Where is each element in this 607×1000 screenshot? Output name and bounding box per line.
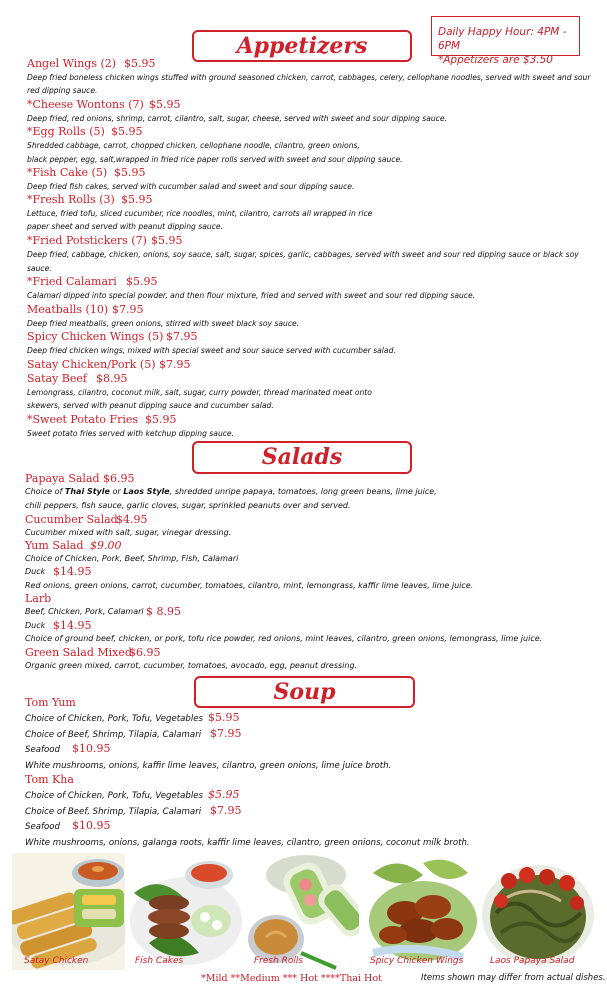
appetizer-price: $5.95 (151, 234, 183, 247)
salad-desc: Choice of ground beef, chicken, or pork, tofu rice powder, red onions, mint leaves, cilantro, green onions, lemongrass, lime juice. (25, 634, 543, 643)
spice-level-legend: *Mild **Medium *** Hot ****Thai Hot (201, 973, 382, 984)
salad-desc: Organic green mixed, carrot, cucumber, tomatoes, avocado, egg, peanut dressing. (25, 661, 358, 670)
appetizer-price: $7.95 (112, 303, 144, 316)
appetizer-name: Satay Beef (27, 372, 87, 385)
soup-option: Choice of Beef, Shrimp, Tilapia, Calamari (25, 807, 202, 817)
appetizer-price: $5.95 (114, 166, 146, 179)
happy-hour-box (431, 16, 580, 66)
disclaimer: Items shown may differ from actual dishes. (421, 973, 606, 983)
soup-option-price: $7.95 (210, 804, 242, 817)
salad-duck-price: $14.95 (53, 619, 92, 632)
appetizer-desc: Lemongrass, cilantro, coconut milk, salt, sugar, curry powder, thread marinated meat onto (27, 388, 372, 397)
appetizer-desc: Shredded cabbage, carrot, chopped chicken, cellophane noodle, cilantro, green onions, (27, 141, 360, 150)
photo-fresh-rolls (246, 853, 359, 970)
photo-fish-cakes (129, 853, 242, 970)
appetizer-price: $5.95 (121, 193, 153, 206)
appetizer-desc: Deep fried chicken wings, mixed with special sweet and sour sauce served with cucumber salad. (27, 346, 396, 355)
appetizer-price: $5.95 (149, 98, 181, 111)
spicy-chicken-wings-image (363, 853, 477, 970)
soup-option-price: $5.95 (208, 711, 240, 724)
soup-desc: White mushrooms, onions, galanga roots, kaffir lime leaves, cilantro, green onions, coconut milk broth. (25, 838, 470, 848)
soup-name: Tom Kha (25, 773, 74, 786)
salad-desc: Cucumber mixed with salt, sugar, vinegar dressing. (25, 528, 232, 537)
soup-option: Seafood (25, 822, 61, 832)
appetizer-desc: skewers, served with peanut dipping sauce and cucumber salad. (27, 401, 274, 410)
appetizer-price: $7.95 (166, 330, 198, 343)
salads-title: Salads (192, 441, 412, 474)
soup-name: Tom Yum (25, 696, 76, 709)
appetizer-name: *Sweet Potato Fries (27, 413, 139, 426)
salad-duck-price: $14.95 (53, 565, 92, 578)
salad-duck: Duck (25, 567, 46, 576)
appetizer-desc: sauce. (27, 264, 52, 273)
appetizer-desc: Sweet potato fries served with ketchup dipping sauce. (27, 429, 235, 438)
photo-spicy-chicken-wings (363, 853, 477, 970)
soup-desc: White mushrooms, onions, kaffir lime leaves, cilantro, green onions, lime juice broth. (25, 761, 392, 771)
appetizer-price: $5.95 (126, 275, 158, 288)
salad-price: $4.95 (116, 513, 148, 526)
soup-option-price: $10.95 (72, 742, 111, 755)
appetizer-desc: Deep fried fish cakes, served with cucumber salad and sweet and sour dipping sauce. (27, 182, 355, 191)
appetizer-name: Meatballs (10) (27, 303, 109, 316)
photo-caption: Spicy Chicken Wings (370, 956, 464, 966)
happy-hour-line1: Daily Happy Hour: 4PM - 6PM (438, 26, 567, 52)
soup-option: Choice of Beef, Shrimp, Tilapia, Calamari (25, 730, 202, 740)
salad-name: Green Salad Mixed (25, 646, 132, 659)
appetizer-desc: Deep fried boneless chicken wings stuffed with ground seasoned chicken, carrot, cabbages, celery, cellophane noodles, served with sweet and sour (27, 73, 591, 82)
salad-desc: Red onions, green onions, carrot, cucumber, tomatoes, cilantro, mint, lemongrass, kaffir lime leaves, lime juice. (25, 581, 474, 590)
salad-name: Yum Salad (25, 539, 84, 552)
appetizer-desc: Lettuce, fried tofu, sliced cucumber, rice noodles, mint, cilantro, carrots all wrapped in rice (27, 209, 373, 218)
salad-desc: Choice of Thai Style or Laos Style, shredded unripe papaya, tomatoes, long green beans, lime juice, (25, 487, 437, 496)
salad-choice: Choice of Chicken, Pork, Beef, Shrimp, Fish, Calamari (25, 554, 239, 563)
soup-option-price: $10.95 (72, 819, 111, 832)
photo-caption: Fish Cakes (135, 956, 184, 966)
salad-name: Cucumber Salad (25, 513, 118, 526)
appetizer-desc: Deep fried, red onions, shrimp, carrot, cilantro, salt, sugar, cheese, served with sweet and sour dipping sauce. (27, 114, 447, 123)
appetizer-name: *Fried Calamari (27, 275, 117, 288)
salad-choice: Beef, Chicken, Pork, Calamari (25, 607, 144, 616)
salad-name: Papaya Salad (25, 472, 100, 485)
laos-style-label: Laos Style (123, 487, 170, 496)
appetizer-desc: paper sheet and served with peanut dipping sauce. (27, 222, 223, 231)
appetizer-name: *Fresh Rolls (3) (27, 193, 115, 206)
photo-laos-papaya-salad (481, 853, 595, 970)
appetizer-price: $7.95 (159, 358, 191, 371)
salad-price: $6.95 (129, 646, 161, 659)
photo-caption: Laos Papaya Salad (490, 956, 575, 966)
appetizer-price: $5.95 (145, 413, 177, 426)
appetizer-desc: black pepper, egg, salt,wrapped in fried rice paper rolls served with sweet and sour dipping sauce. (27, 155, 403, 164)
soup-option: Choice of Chicken, Pork, Tofu, Vegetables (25, 714, 204, 724)
appetizer-desc: red dipping sauce. (27, 86, 98, 95)
salad-choice-price: $ 8.95 (146, 605, 181, 618)
salad-duck: Duck (25, 621, 46, 630)
fish-cakes-image (129, 853, 242, 970)
appetizer-price: $8.95 (96, 372, 128, 385)
appetizer-name: *Fish Cake (5) (27, 166, 108, 179)
appetizer-name: *Cheese Wontons (7) (27, 98, 144, 111)
fresh-rolls-image (246, 853, 359, 970)
appetizer-name: *Fried Potstickers (7) (27, 234, 147, 247)
satay-chicken-image (12, 853, 125, 970)
happy-hour-line2: *Appetizers are $3.50 (438, 54, 553, 66)
salad-price: $9.00 (90, 539, 122, 552)
soup-title: Soup (194, 676, 415, 708)
photo-caption: Fresh Rolls (254, 956, 304, 966)
appetizer-price: $5.95 (124, 57, 156, 70)
soup-option-price: $5.95 (208, 788, 240, 801)
soup-option-price: $7.95 (210, 727, 242, 740)
appetizer-name: Angel Wings (2) (27, 57, 117, 70)
salad-price: $6.95 (103, 472, 135, 485)
photo-satay-chicken (12, 853, 125, 970)
laos-papaya-salad-image (481, 853, 595, 970)
salad-name: Larb (25, 592, 52, 605)
soup-option: Seafood (25, 745, 61, 755)
appetizer-name: Satay Chicken/Pork (5) (27, 358, 156, 371)
soup-option: Choice of Chicken, Pork, Tofu, Vegetables (25, 791, 204, 801)
appetizers-title: Appetizers (192, 30, 412, 62)
salad-desc: chili peppers, fish sauce, garlic cloves, sugar, sprinkled peanuts over and served. (25, 501, 351, 510)
appetizer-price: $5.95 (111, 125, 143, 138)
appetizer-desc: Deep fried meatballs, green onions, stirred with sweet black soy sauce. (27, 319, 300, 328)
photo-caption: Satay Chicken (24, 956, 89, 966)
appetizer-desc: Calamari dipped into special powder, and then flour mixture, fried and served with sweet and sour red dipping sauce. (27, 291, 476, 300)
appetizer-desc: Deep fried, cabbage, chicken, onions, soy sauce, salt, sugar, spices, garlic, cabbages, served with sweet and sour red dipping sauce or black soy (27, 250, 579, 259)
appetizer-name: *Egg Rolls (5) (27, 125, 105, 138)
appetizer-name: Spicy Chicken Wings (5) (27, 330, 164, 343)
thai-style-label: Thai Style (64, 487, 110, 496)
